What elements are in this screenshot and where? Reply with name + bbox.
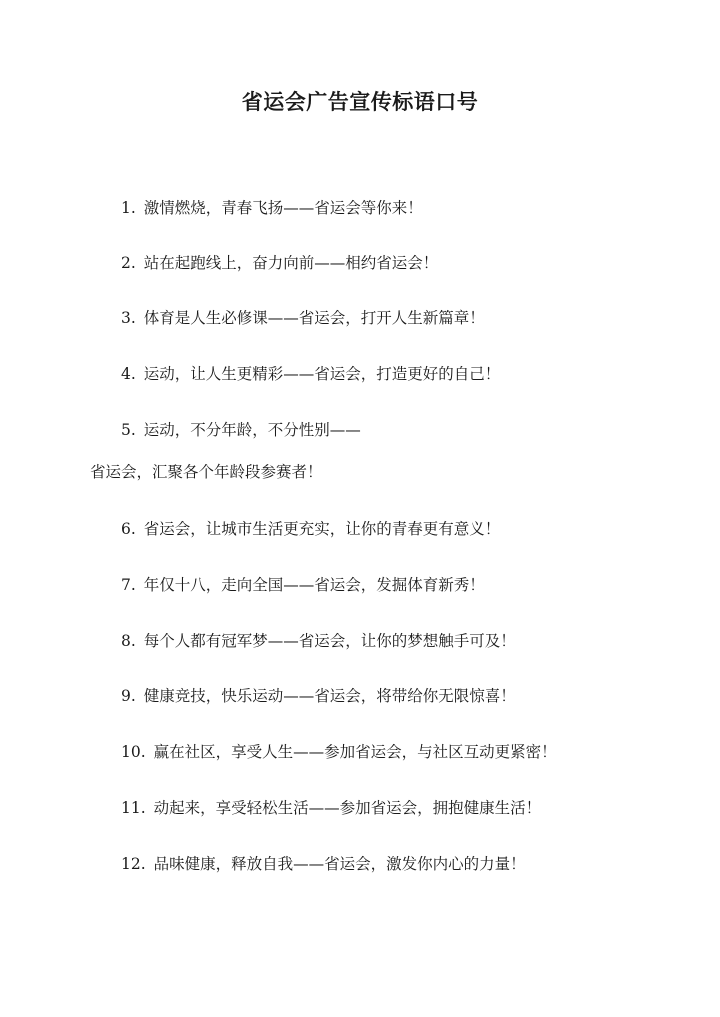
item-text: 激情燃烧，青春飞扬——省运会等你来！ [143, 199, 423, 217]
item-number: 3. [121, 309, 136, 327]
item-text: 赢在社区，享受人生——参加省运会，与社区互动更紧密！ [153, 743, 557, 761]
document-title: 省运会广告宣传标语口号 [241, 89, 479, 114]
item-number: 5. [121, 421, 136, 439]
item-text: 运动，不分年龄，不分性别—— [143, 421, 361, 439]
item-text: 年仅十八，走向全国——省运会，发掘体育新秀！ [143, 576, 485, 594]
slogan-item-8 [90, 630, 690, 652]
item-number: 7. [121, 576, 136, 594]
item-text: 运动，让人生更精彩——省运会，打造更好的自己！ [143, 365, 501, 383]
item-text: 动起来，享受轻松生活——参加省运会，拥抱健康生活！ [153, 799, 542, 817]
slogan-item-6 [90, 518, 690, 540]
slogan-item-7 [90, 574, 690, 596]
slogan-item-3 [90, 307, 690, 329]
item-number: 10. [121, 743, 146, 761]
item-text: 省运会，让城市生活更充实，让你的青春更有意义！ [143, 520, 501, 538]
item-number: 8. [121, 632, 136, 650]
item-number: 1. [121, 199, 136, 217]
slogan-item-4 [90, 363, 690, 385]
item-text-continued: 省运会，汇聚各个年龄段参赛者！ [90, 463, 323, 481]
item-text: 品味健康，释放自我——省运会，激发你内心的力量！ [153, 855, 526, 873]
item-text: 站在起跑线上，奋力向前——相约省运会！ [143, 254, 439, 272]
item-number: 9. [121, 687, 136, 705]
slogan-item-12 [90, 853, 690, 875]
item-number: 4. [121, 365, 136, 383]
item-text: 健康竞技，快乐运动——省运会，将带给你无限惊喜！ [143, 687, 516, 705]
slogan-item-10 [90, 741, 690, 763]
item-text: 体育是人生必修课——省运会，打开人生新篇章！ [143, 309, 485, 327]
item-number: 2. [121, 254, 136, 272]
item-number: 6. [121, 520, 136, 538]
slogan-item-11 [90, 797, 690, 819]
item-number: 12. [121, 855, 146, 873]
slogan-item-1 [90, 197, 690, 219]
slogan-item-2 [90, 252, 690, 274]
item-number: 11. [121, 799, 146, 817]
slogan-item-5 [90, 419, 690, 483]
item-text: 每个人都有冠军梦——省运会，让你的梦想触手可及！ [143, 632, 516, 650]
slogan-item-9 [90, 685, 690, 707]
